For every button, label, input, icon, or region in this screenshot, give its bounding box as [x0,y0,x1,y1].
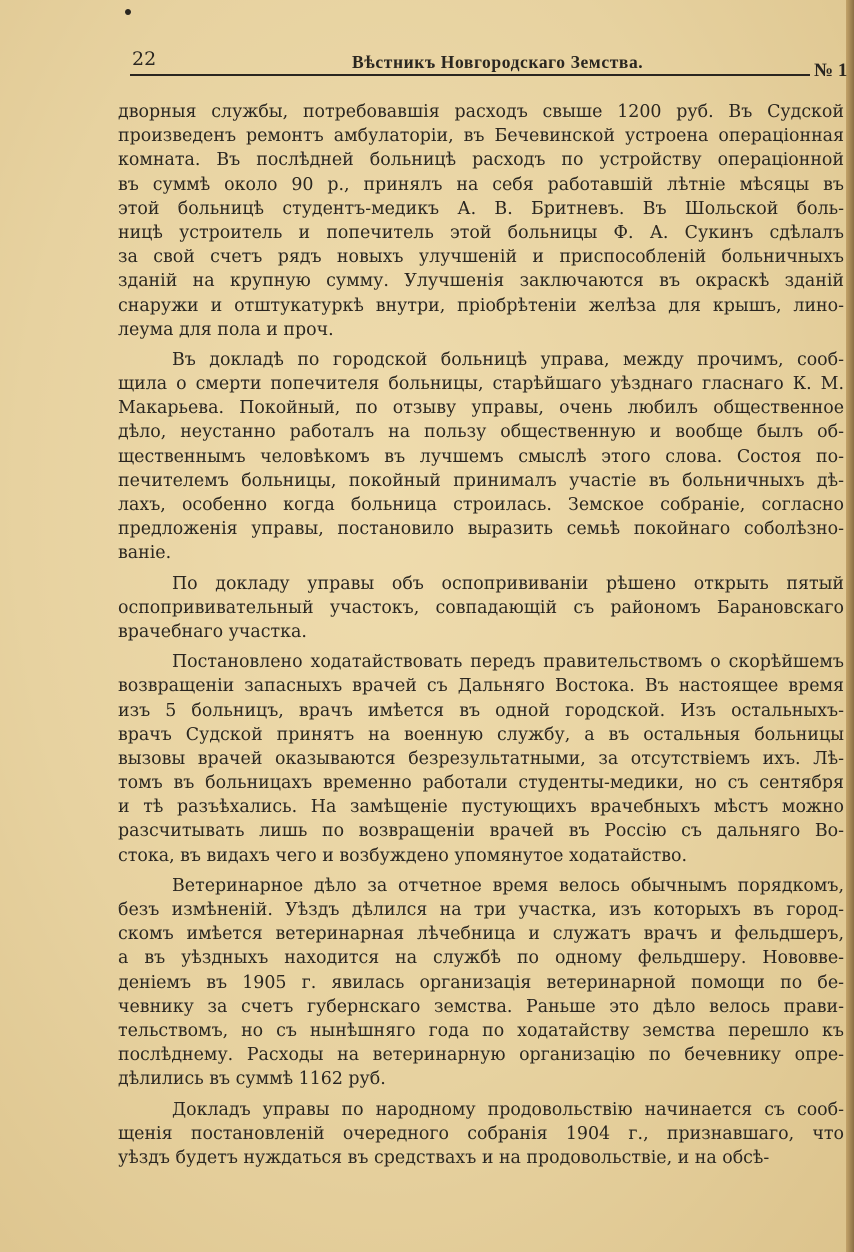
text-line: томъ въ больницахъ временно работали студенты-медики, но съ сентября [118,773,844,794]
text-line: комната. Въ послѣдней больницѣ расходъ по устройству операціонной [118,150,844,171]
paragraph [118,100,848,342]
text-line: тельствомъ, но съ нынѣшняго года по ходатайству земства перешло къ [118,1020,844,1041]
text-line: лахъ, особенно когда больница строилась. Земское собраніе, согласно [118,495,844,515]
text-line: деніемъ въ 1905 г. явилась организація ветеринарной помощи по бе- [118,972,844,993]
text-line: предложенія управы, постановило выразить семьѣ покойнаго соболѣзно- [118,519,844,540]
text-line: въ суммѣ около 90 р., принялъ на себя работавшій лѣтніе мѣсяцы въ [118,174,844,195]
text-line: разсчитывать лишь по возвращеніи врачей въ Россію съ дальняго Во- [118,821,844,842]
text-line: печителемъ больницы, покойный принималъ участіе въ больничныхъ дѣ- [118,470,844,491]
text-line: оспопрививательный участокъ, совпадающій съ райономъ Барановскаго [118,597,844,618]
text-line: врачъ Судской принятъ на военную службу, а въ остальныя больницы [118,724,844,745]
text-line: за свой счетъ рядъ новыхъ улучшеній и приспособленій больничныхъ [118,247,844,268]
text-line: возвращеніи запасныхъ врачей съ Дальняго Востока. Въ настоящее время [118,676,844,697]
journal-title: Вѣстникъ Новгородскаго Земства. [352,52,644,72]
text-line: безъ измѣненій. Уѣздъ дѣлился на три участка, изъ которыхъ въ город- [118,900,844,920]
text-line: щила о смерти попечителя больницы, старѣйшаго уѣзднаго гласнаго К. М. [118,374,844,395]
text-line: леума для пола и проч. [118,319,334,340]
text-line: дѣло, неустанно работалъ на пользу общественную и вообще былъ об- [118,422,844,443]
text-line: дворныя службы, потребовавшія расходъ свыше 1200 руб. Въ Судской [118,102,844,122]
text-line: произведенъ ремонтъ амбулаторіи, въ Бечевинской устроена операціонная [118,126,844,147]
text-line: и тѣ разъѣхались. На замѣщеніе пустующихъ врачебныхъ мѣстъ можно [118,797,844,818]
text-line: ваніе. [118,543,172,564]
text-line: Ветеринарное дѣло за отчетное время велось обычнымъ порядкомъ, [172,875,844,896]
text-line: а въ уѣздныхъ находится на службѣ по одному фельдшеру. Нововве- [118,948,844,969]
paragraph [118,1098,848,1171]
text-line: изъ 5 больницъ, врачъ имѣется въ одной городской. Изъ остальныхъ- [118,700,844,721]
paragraph [118,650,848,868]
text-line: врачебнаго участка. [118,621,307,642]
paragraph [118,348,848,566]
text-line: щественнымъ человѣкомъ въ лучшемъ смыслѣ этого слова. Состоя по- [118,446,844,467]
text-line: зданій на крупную сумму. Улучшенія заключаются въ окраскѣ зданій [118,271,844,292]
text-line: скомъ имѣется ветеринарная лѣчебница и служатъ врачъ и фельдшеръ, [118,924,844,945]
text-line: ницѣ устроитель и попечитель этой больницы Ф. А. Сукинъ сдѣлалъ [118,222,844,243]
text-line: Постановлено ходатайствовать передъ правительствомъ о скорѣйшемъ [172,652,844,673]
text-line: дѣлились въ суммѣ 1162 руб. [118,1069,386,1090]
issue-number: № 1 [814,60,848,81]
text-line: этой больницѣ студентъ-медикъ А. В. Бритневъ. Въ Шольской боль- [118,198,844,219]
ink-speck [125,9,131,15]
header-rule [130,74,810,76]
running-header [130,46,854,82]
text-line: Въ докладѣ по городской больницѣ управа, между прочимъ, сооб- [172,349,844,370]
body-text [118,100,848,1170]
text-line: Докладъ управы по народному продовольствію начинается съ сооб- [172,1099,844,1120]
paragraph [118,874,848,1092]
paragraph [118,572,848,645]
text-line: послѣднему. Расходы на ветеринарную организацію по бечевнику опре- [118,1045,844,1066]
text-line: стока, въ видахъ чего и возбуждено упомянутое ходатайство. [118,845,688,866]
text-line: вызовы врачей оказываются безрезультатными, за отсутствіемъ ихъ. Лѣ- [118,748,844,769]
text-line: чевнику за счетъ губернскаго земства. Раньше это дѣло велось прави- [118,996,844,1017]
text-line: уѣздъ будетъ нуждаться въ средствахъ и на продовольствіе, и на обсѣ- [118,1147,770,1168]
text-line: Макарьева. Покойный, по отзыву управы, очень любилъ общественное [118,398,844,419]
text-line: щенія постановленій очередного собранія 1904 г., признавшаго, что [118,1123,844,1144]
page-number: 22 [132,48,157,70]
text-line: снаружи и отштукатуркѣ внутри, пріобрѣтеніи желѣза для крышъ, лино- [118,295,844,316]
text-line: По докладу управы объ оспопрививаніи рѣшено открыть пятый [172,573,844,594]
